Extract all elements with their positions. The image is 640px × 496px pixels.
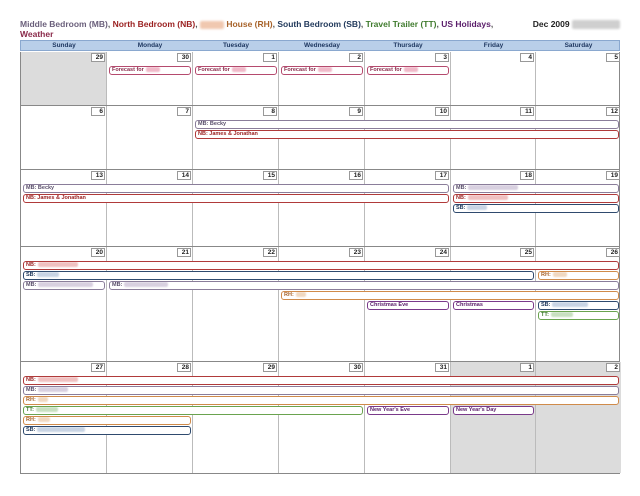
day-number[interactable]: 22 <box>263 248 277 257</box>
day-cell[interactable] <box>21 52 107 105</box>
legend-north-bedroom[interactable]: North Bedroom (NB) <box>112 19 196 29</box>
redacted-name <box>552 302 588 307</box>
weather-forecast-event[interactable] <box>109 66 191 75</box>
middle-bedroom-booking[interactable] <box>23 386 619 395</box>
south-bedroom-booking[interactable] <box>23 271 534 280</box>
day-cell[interactable] <box>451 52 536 105</box>
redacted-name <box>146 67 160 72</box>
event-label: NB: <box>26 262 36 268</box>
middle-bedroom-booking[interactable] <box>23 281 105 290</box>
event-label: NB: James & Jonathan <box>198 131 258 137</box>
event-label: Forecast for <box>284 67 316 73</box>
event-label: Forecast for <box>370 67 402 73</box>
calendar-header <box>20 19 620 39</box>
event-label: NB: <box>26 377 36 383</box>
day-number[interactable]: 20 <box>91 248 105 257</box>
redacted-name <box>37 427 85 432</box>
event-label: SB: <box>26 272 36 278</box>
redacted-name <box>404 67 418 72</box>
legend-house[interactable]: House (RH) <box>226 19 273 29</box>
travel-trailer-booking[interactable] <box>538 311 619 320</box>
weekday-wednesday: Wednesday <box>303 42 340 49</box>
house-booking[interactable] <box>23 396 619 405</box>
week-row <box>20 247 620 362</box>
month-calendar-grid <box>20 40 620 474</box>
day-number[interactable]: 27 <box>91 363 105 372</box>
day-number[interactable]: 8 <box>263 107 277 116</box>
legend-us-holidays[interactable]: US Holidays <box>441 19 491 29</box>
legend-travel-trailer[interactable]: Travel Trailer (TT) <box>365 19 437 29</box>
legend-weather[interactable]: Weather <box>20 29 54 39</box>
redacted-name <box>38 417 50 422</box>
day-number[interactable]: 19 <box>606 171 620 180</box>
event-label: RH: <box>26 397 36 403</box>
event-label: New Year's Eve <box>370 407 411 413</box>
calendar-legend: Middle Bedroom (MB), North Bedroom (NB), House (RH), South Bedroom (SB), Travel Trailer (TT), US Holidays, <box>20 19 494 29</box>
calendar-name-redacted <box>572 20 620 29</box>
day-cell[interactable] <box>107 52 193 105</box>
event-label: TT: <box>541 312 549 318</box>
weekday-friday: Friday <box>483 42 504 49</box>
middle-bedroom-booking[interactable] <box>109 281 619 290</box>
day-number[interactable]: 16 <box>349 171 363 180</box>
day-number[interactable]: 29 <box>263 363 277 372</box>
middle-bedroom-booking[interactable] <box>23 184 449 193</box>
day-number[interactable]: 9 <box>349 107 363 116</box>
day-cell[interactable] <box>279 52 365 105</box>
event-label: MB: Becky <box>26 185 55 191</box>
weekday-thursday: Thursday <box>393 42 423 49</box>
north-bedroom-booking[interactable] <box>453 194 619 203</box>
event-label: Forecast for <box>112 67 144 73</box>
redacted-name <box>38 387 68 392</box>
redacted-name <box>296 292 306 297</box>
event-label: RH: <box>284 292 294 298</box>
redacted-name <box>38 282 93 287</box>
redacted-name <box>467 205 487 210</box>
week-row <box>20 52 620 106</box>
event-label: SB: <box>26 427 36 433</box>
redacted-name <box>551 312 573 317</box>
weekday-header-row <box>20 40 620 51</box>
redacted-name <box>38 377 78 382</box>
event-label: Christmas Eve <box>370 302 409 308</box>
event-label: MB: <box>112 282 123 288</box>
day-number[interactable]: 30 <box>349 363 363 372</box>
redacted-name <box>553 272 567 277</box>
month-title <box>533 19 620 29</box>
north-bedroom-booking[interactable] <box>195 130 619 139</box>
north-bedroom-booking[interactable] <box>23 194 449 203</box>
day-cell[interactable] <box>107 106 193 169</box>
house-booking[interactable] <box>23 416 191 425</box>
day-number[interactable]: 17 <box>435 171 449 180</box>
middle-bedroom-booking[interactable] <box>453 184 619 193</box>
day-number[interactable]: 31 <box>435 363 449 372</box>
redacted-name <box>124 282 168 287</box>
north-bedroom-booking[interactable] <box>23 376 619 385</box>
day-number[interactable]: 18 <box>520 171 534 180</box>
south-bedroom-booking[interactable] <box>453 204 619 213</box>
redacted-name <box>38 262 78 267</box>
day-cell[interactable] <box>107 170 193 246</box>
event-label: MB: Becky <box>198 121 227 127</box>
day-number[interactable]: 10 <box>435 107 449 116</box>
day-number[interactable]: 2 <box>349 53 363 62</box>
day-cell[interactable] <box>365 52 451 105</box>
weekday-saturday: Saturday <box>564 42 593 49</box>
day-cell[interactable] <box>21 106 107 169</box>
day-number[interactable]: 1 <box>520 363 534 372</box>
weather-forecast-event[interactable] <box>281 66 363 75</box>
legend-south-bedroom[interactable]: South Bedroom (SB) <box>277 19 361 29</box>
day-number[interactable]: 21 <box>177 248 191 257</box>
event-label: Christmas <box>456 302 483 308</box>
day-cell[interactable] <box>536 52 621 105</box>
redacted-name <box>38 397 48 402</box>
day-number[interactable]: 7 <box>177 107 191 116</box>
day-number[interactable]: 12 <box>606 107 620 116</box>
north-bedroom-booking[interactable] <box>23 261 619 270</box>
redacted-name <box>318 67 332 72</box>
day-number[interactable]: 23 <box>349 248 363 257</box>
weather-forecast-event[interactable] <box>195 66 277 75</box>
house-booking[interactable] <box>538 271 619 280</box>
legend-middle-bedroom[interactable]: Middle Bedroom (MB) <box>20 19 108 29</box>
redacted-name <box>468 195 508 200</box>
day-number[interactable]: 6 <box>91 107 105 116</box>
redacted-name <box>36 407 58 412</box>
event-label: SB: <box>456 205 466 211</box>
redacted-name <box>232 67 246 72</box>
month-label: Dec 2009 <box>532 19 570 29</box>
new-years-eve-holiday[interactable] <box>367 406 449 415</box>
day-number[interactable]: 15 <box>263 171 277 180</box>
day-cell[interactable] <box>21 170 107 246</box>
redacted-name <box>468 185 518 190</box>
day-number[interactable]: 24 <box>435 248 449 257</box>
event-label: RH: <box>541 272 551 278</box>
christmas-holiday[interactable] <box>453 301 534 310</box>
day-number[interactable]: 29 <box>91 53 105 62</box>
event-label: MB: <box>26 387 37 393</box>
day-number[interactable]: 4 <box>520 53 534 62</box>
event-label: RH: <box>26 417 36 423</box>
weekday-monday: Monday <box>137 42 163 49</box>
day-number[interactable]: 5 <box>606 53 620 62</box>
week-row <box>20 362 620 474</box>
day-number[interactable]: 2 <box>606 363 620 372</box>
day-number[interactable]: 26 <box>606 248 620 257</box>
day-number[interactable]: 3 <box>435 53 449 62</box>
day-number[interactable]: 11 <box>520 107 534 116</box>
weekday-sunday: Sunday <box>52 42 76 49</box>
day-number[interactable]: 1 <box>263 53 277 62</box>
week-row <box>20 170 620 247</box>
south-bedroom-booking[interactable] <box>23 426 191 435</box>
day-number[interactable]: 28 <box>177 363 191 372</box>
christmas-eve-holiday[interactable] <box>367 301 449 310</box>
new-years-day-holiday[interactable] <box>453 406 534 415</box>
day-cell[interactable] <box>193 170 279 246</box>
day-cell[interactable] <box>365 170 451 246</box>
event-label: New Year's Day <box>456 407 497 413</box>
south-bedroom-booking[interactable] <box>538 301 619 310</box>
event-label: NB: <box>456 195 466 201</box>
event-label: MB: <box>456 185 467 191</box>
day-number[interactable]: 25 <box>520 248 534 257</box>
event-label: MB: <box>26 282 37 288</box>
day-number[interactable]: 14 <box>177 171 191 180</box>
event-label: TT: <box>26 407 34 413</box>
event-label: Forecast for <box>198 67 230 73</box>
weekday-tuesday: Tuesday <box>223 42 249 49</box>
day-number[interactable]: 30 <box>177 53 191 62</box>
travel-trailer-booking[interactable] <box>23 406 363 415</box>
week-row <box>20 106 620 170</box>
event-label: NB: James & Jonathan <box>26 195 86 201</box>
event-label: SB: <box>541 302 551 308</box>
day-cell[interactable] <box>193 52 279 105</box>
house-booking[interactable] <box>281 291 619 300</box>
middle-bedroom-booking[interactable] <box>195 120 619 129</box>
legend-house-name-redacted <box>200 21 224 29</box>
redacted-name <box>37 272 59 277</box>
weather-forecast-event[interactable] <box>367 66 449 75</box>
day-number[interactable]: 13 <box>91 171 105 180</box>
day-cell[interactable] <box>279 170 365 246</box>
